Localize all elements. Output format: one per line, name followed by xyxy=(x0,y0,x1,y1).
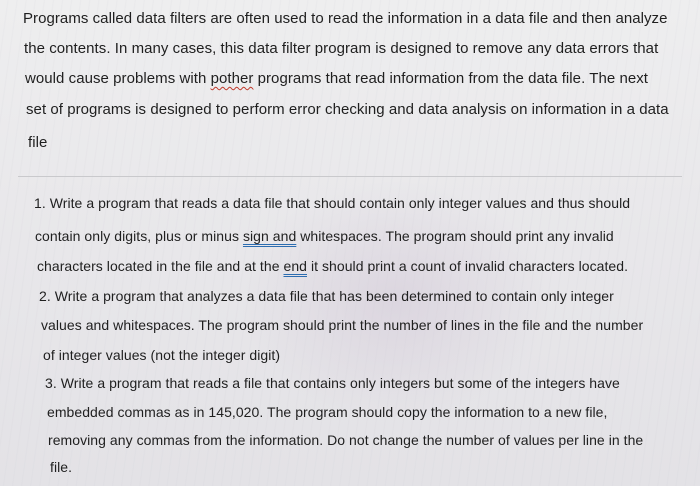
task-2-line-2: values and whitespaces. The program should print the number of lines in the file and the number xyxy=(41,317,644,333)
task-3-line-3: removing any commas from the information. Do not change the number of values per line in the xyxy=(48,432,644,448)
intro-line-3-rest: programs that read information from the data file. The next xyxy=(253,70,648,87)
task-1-line-3-rest: it should print a count of invalid characters located. xyxy=(307,258,629,274)
intro-line-4: set of programs is designed to perform error checking and data analysis on information in a data xyxy=(26,101,669,118)
spellcheck-flagged-word: pother xyxy=(210,70,254,87)
task-1-line-2-rest: whitespaces. The program should print any invalid xyxy=(296,228,614,244)
intro-line-5: file xyxy=(28,134,48,151)
task-1-line-2-text: contain only digits, plus or minus xyxy=(35,228,243,244)
task-1-line-1: 1. Write a program that reads a data file that should contain only integer values and thus should xyxy=(34,195,631,211)
grammar-flagged-word: end xyxy=(283,258,307,274)
intro-line-1: Programs called data filters are often used to read the information in a data file and then analyze xyxy=(23,10,668,27)
task-3-line-1: 3. Write a program that reads a file that contains only integers but some of the integers have xyxy=(45,375,620,391)
intro-line-3 xyxy=(25,70,648,88)
grammar-flagged-phrase: sign and xyxy=(242,228,297,244)
task-1-line-2 xyxy=(35,228,614,245)
task-3-line-2: embedded commas as in 145,020. The program should copy the information to a new file, xyxy=(47,404,608,420)
task-3-line-4: file. xyxy=(50,459,73,475)
task-2-line-1: 2. Write a program that analyzes a data file that has been determined to contain only integer xyxy=(39,288,614,304)
task-2-line-3: of integer values (not the integer digit) xyxy=(43,347,281,363)
task-1-line-3-text: characters located in the file and at the xyxy=(37,258,284,274)
task-1-line-3 xyxy=(37,258,628,275)
intro-line-2: the contents. In many cases, this data filter program is designed to remove any data errors that xyxy=(24,40,659,57)
intro-line-3-text: would cause problems with xyxy=(25,70,211,87)
section-divider xyxy=(18,176,682,177)
